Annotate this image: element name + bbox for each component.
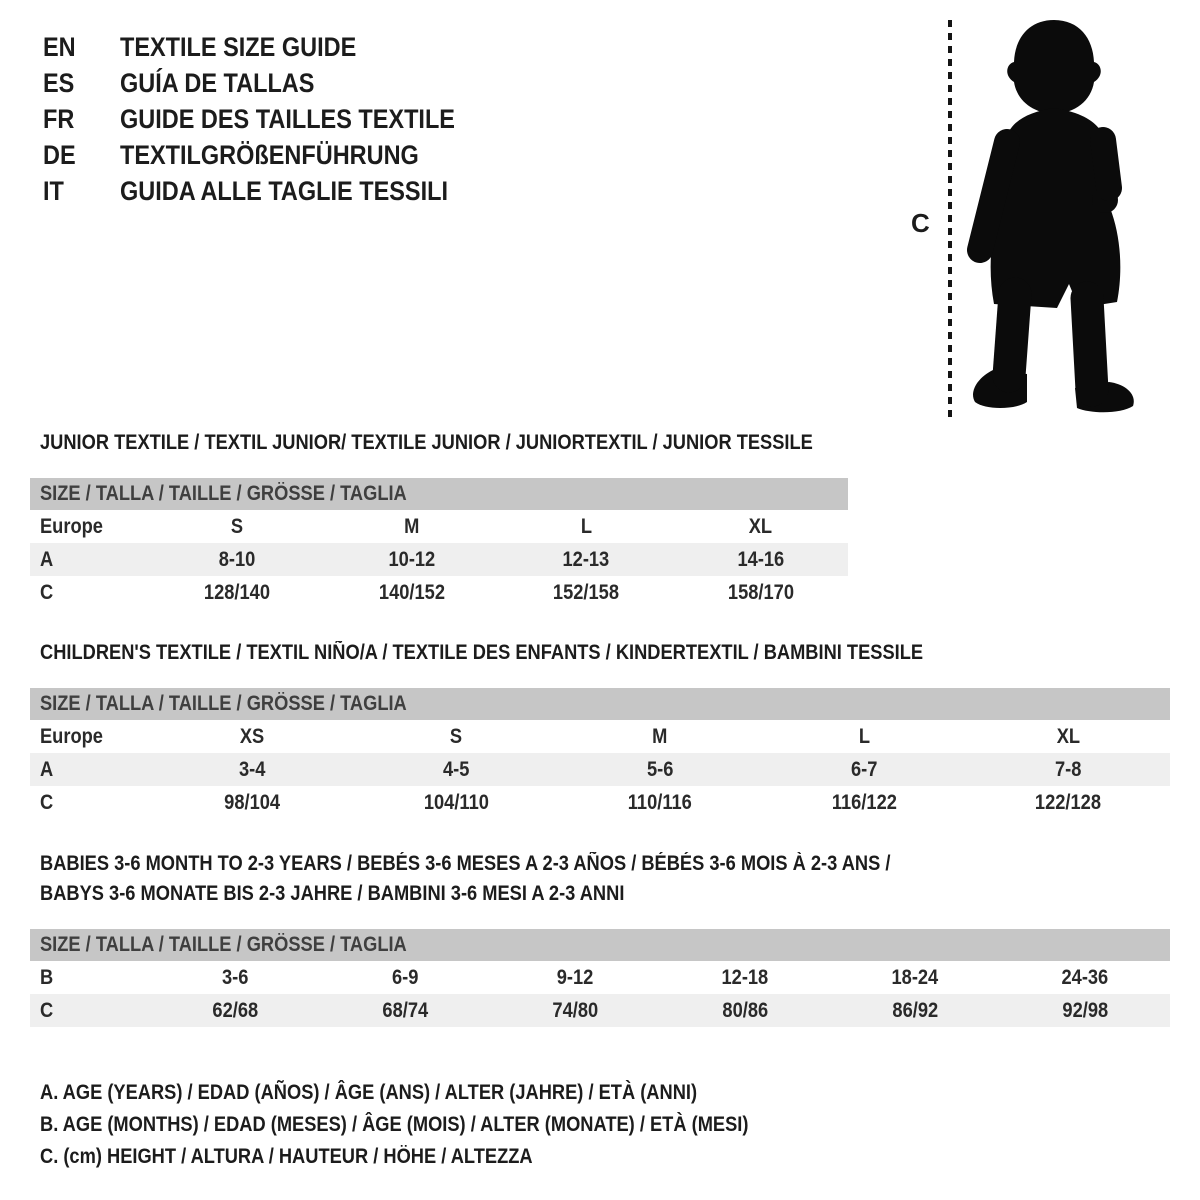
size-value-cell — [150, 994, 320, 1027]
cell-text: Europe — [40, 725, 103, 748]
cell-text: C — [40, 791, 54, 814]
cell-text: M — [404, 515, 420, 538]
table-header-bar — [30, 688, 1170, 720]
section-children — [30, 638, 1170, 819]
legend-text: C. (cm) HEIGHT / ALTURA / HAUTEUR / HÖHE / ALTEZZA — [40, 1145, 533, 1168]
cell-text: 128/140 — [204, 581, 271, 604]
height-measure-figure — [905, 12, 1165, 430]
size-value-cell — [830, 961, 1000, 994]
row-label — [30, 961, 150, 994]
size-value-cell — [762, 720, 966, 753]
size-value-cell — [150, 510, 325, 543]
size-value-cell — [674, 510, 849, 543]
size-value-cell — [325, 543, 500, 576]
table-header-text: SIZE / TALLA / TAILLE / GRÖSSE / TAGLIA — [40, 692, 407, 715]
size-value-cell — [325, 510, 500, 543]
cell-text: 92/98 — [1062, 999, 1108, 1022]
title-block — [43, 29, 505, 209]
cell-text: 4-5 — [442, 758, 470, 781]
cell-text: C — [40, 999, 54, 1022]
title-row-it — [43, 173, 505, 209]
row-label — [30, 576, 150, 609]
section-title-babies — [40, 849, 1170, 909]
size-value-cell — [354, 753, 558, 786]
cell-text: L — [580, 515, 592, 538]
junior-size-table — [30, 478, 848, 609]
size-value-cell — [966, 720, 1170, 753]
size-value-cell — [150, 753, 354, 786]
cell-text: 6-7 — [850, 758, 878, 781]
cell-text: 158/170 — [727, 581, 794, 604]
legend-line-c — [40, 1141, 1170, 1173]
height-dashed-line — [948, 20, 952, 422]
table-row-a — [30, 753, 1170, 786]
title-row-en — [43, 29, 505, 65]
title-row-de — [43, 137, 505, 173]
size-value-cell — [830, 994, 1000, 1027]
cell-text: S — [449, 725, 463, 748]
cell-text: 9-12 — [556, 966, 594, 989]
size-value-cell — [660, 961, 830, 994]
table-header-bar — [30, 929, 1170, 961]
size-value-cell — [762, 753, 966, 786]
size-value-cell — [150, 720, 354, 753]
size-value-cell — [499, 576, 674, 609]
cell-text: 6-9 — [391, 966, 419, 989]
language-code: IT — [43, 176, 64, 206]
cell-text: 3-4 — [238, 758, 266, 781]
guide-title: TEXTILE SIZE GUIDE — [120, 32, 357, 62]
section-title-text: BABYS 3-6 MONATE BIS 2-3 JAHRE / BAMBINI 3-6 MESI A 2-3 ANNI — [40, 882, 625, 905]
legend-text: A. AGE (YEARS) / EDAD (AÑOS) / ÂGE (ANS) / ALTER (JAHRE) / ETÀ (ANNI) — [40, 1081, 698, 1104]
size-value-cell — [499, 543, 674, 576]
language-code: FR — [43, 104, 75, 134]
size-value-cell — [674, 576, 849, 609]
cell-text: XS — [239, 725, 265, 748]
size-value-cell — [674, 543, 849, 576]
toddler-silhouette-icon — [963, 16, 1135, 426]
cell-text: 68/74 — [382, 999, 428, 1022]
table-row-c — [30, 576, 848, 609]
cell-text: 86/92 — [892, 999, 938, 1022]
table-row-c — [30, 994, 1170, 1027]
language-code: DE — [43, 140, 76, 170]
section-junior — [30, 428, 1170, 609]
cell-text: S — [231, 515, 244, 538]
cell-text: A — [40, 548, 54, 571]
section-title-text: CHILDREN'S TEXTILE / TEXTIL NIÑO/A / TEXTILE DES ENFANTS / KINDERTEXTIL / BAMBINI TESSILE — [40, 641, 924, 664]
children-size-table — [30, 688, 1170, 819]
cell-text: L — [858, 725, 870, 748]
row-label — [30, 543, 150, 576]
size-value-cell — [558, 720, 762, 753]
cell-text: B — [40, 966, 54, 989]
size-value-cell — [150, 961, 320, 994]
cell-text: 18-24 — [891, 966, 939, 989]
height-measure-label: C — [911, 208, 930, 238]
section-title-text: JUNIOR TEXTILE / TEXTIL JUNIOR/ TEXTILE JUNIOR / JUNIORTEXTIL / JUNIOR TESSILE — [40, 431, 813, 454]
size-value-cell — [320, 994, 490, 1027]
title-row-fr — [43, 101, 505, 137]
cell-text: 24-36 — [1061, 966, 1109, 989]
cell-text: 140/152 — [378, 581, 445, 604]
cell-text: 14-16 — [737, 548, 785, 571]
table-header-text: SIZE / TALLA / TAILLE / GRÖSSE / TAGLIA — [40, 933, 407, 956]
cell-text: 8-10 — [218, 548, 256, 571]
table-row-europe — [30, 510, 848, 543]
cell-text: XL — [749, 515, 773, 538]
table-header-bar — [30, 478, 848, 510]
legend-text: B. AGE (MONTHS) / EDAD (MESES) / ÂGE (MOIS) / ALTER (MONATE) / ETÀ (MESI) — [40, 1113, 749, 1136]
size-value-cell — [1000, 994, 1170, 1027]
size-value-cell — [966, 786, 1170, 819]
section-babies — [30, 849, 1170, 1027]
size-value-cell — [354, 786, 558, 819]
guide-title: GUIDE DES TAILLES TEXTILE — [120, 104, 455, 134]
legend — [40, 1077, 1170, 1173]
size-value-cell — [325, 576, 500, 609]
row-label — [30, 510, 150, 543]
legend-line-a — [40, 1077, 1170, 1109]
section-title-text: BABIES 3-6 MONTH TO 2-3 YEARS / BEBÉS 3-6 MESES A 2-3 AÑOS / BÉBÉS 3-6 MOIS À 2-3 ANS / — [40, 852, 891, 875]
cell-text: 110/116 — [627, 791, 693, 814]
cell-text: Europe — [40, 515, 103, 538]
guide-title: GUÍA DE TALLAS — [120, 68, 315, 98]
table-header-text: SIZE / TALLA / TAILLE / GRÖSSE / TAGLIA — [40, 482, 407, 505]
legend-line-b — [40, 1109, 1170, 1141]
size-value-cell — [150, 543, 325, 576]
row-label — [30, 753, 150, 786]
cell-text: 152/158 — [553, 581, 620, 604]
title-row-es — [43, 65, 505, 101]
cell-text: 5-6 — [646, 758, 674, 781]
language-code: EN — [43, 32, 76, 62]
guide-title: TEXTILGRÖßENFÜHRUNG — [120, 140, 419, 170]
size-value-cell — [558, 753, 762, 786]
table-row-b — [30, 961, 1170, 994]
size-value-cell — [660, 994, 830, 1027]
babies-size-table — [30, 929, 1170, 1027]
cell-text: 62/68 — [212, 999, 258, 1022]
language-code: ES — [43, 68, 75, 98]
row-label — [30, 720, 150, 753]
cell-text: 3-6 — [221, 966, 249, 989]
cell-text: 12-13 — [562, 548, 610, 571]
cell-text: 74/80 — [552, 999, 598, 1022]
size-value-cell — [150, 786, 354, 819]
size-value-cell — [558, 786, 762, 819]
size-value-cell — [499, 510, 674, 543]
cell-text: 7-8 — [1054, 758, 1082, 781]
cell-text: 10-12 — [388, 548, 436, 571]
cell-text: A — [40, 758, 54, 781]
section-title-junior — [40, 428, 1170, 458]
size-tables — [30, 428, 1170, 1173]
size-value-cell — [1000, 961, 1170, 994]
size-value-cell — [490, 961, 660, 994]
size-value-cell — [150, 576, 325, 609]
table-row-c — [30, 786, 1170, 819]
section-title-children — [40, 638, 1170, 668]
guide-title: GUIDA ALLE TAGLIE TESSILI — [120, 176, 448, 206]
size-value-cell — [966, 753, 1170, 786]
cell-text: C — [40, 581, 54, 604]
cell-text: 122/128 — [1034, 791, 1102, 814]
cell-text: 116/122 — [831, 791, 897, 814]
size-value-cell — [762, 786, 966, 819]
table-row-a — [30, 543, 848, 576]
cell-text: XL — [1056, 725, 1080, 748]
cell-text: 12-18 — [721, 966, 769, 989]
cell-text: 80/86 — [722, 999, 768, 1022]
table-row-europe — [30, 720, 1170, 753]
cell-text: M — [652, 725, 668, 748]
row-label — [30, 994, 150, 1027]
cell-text: 98/104 — [224, 791, 280, 814]
size-value-cell — [490, 994, 660, 1027]
size-value-cell — [354, 720, 558, 753]
row-label — [30, 786, 150, 819]
size-value-cell — [320, 961, 490, 994]
cell-text: 104/110 — [423, 791, 489, 814]
